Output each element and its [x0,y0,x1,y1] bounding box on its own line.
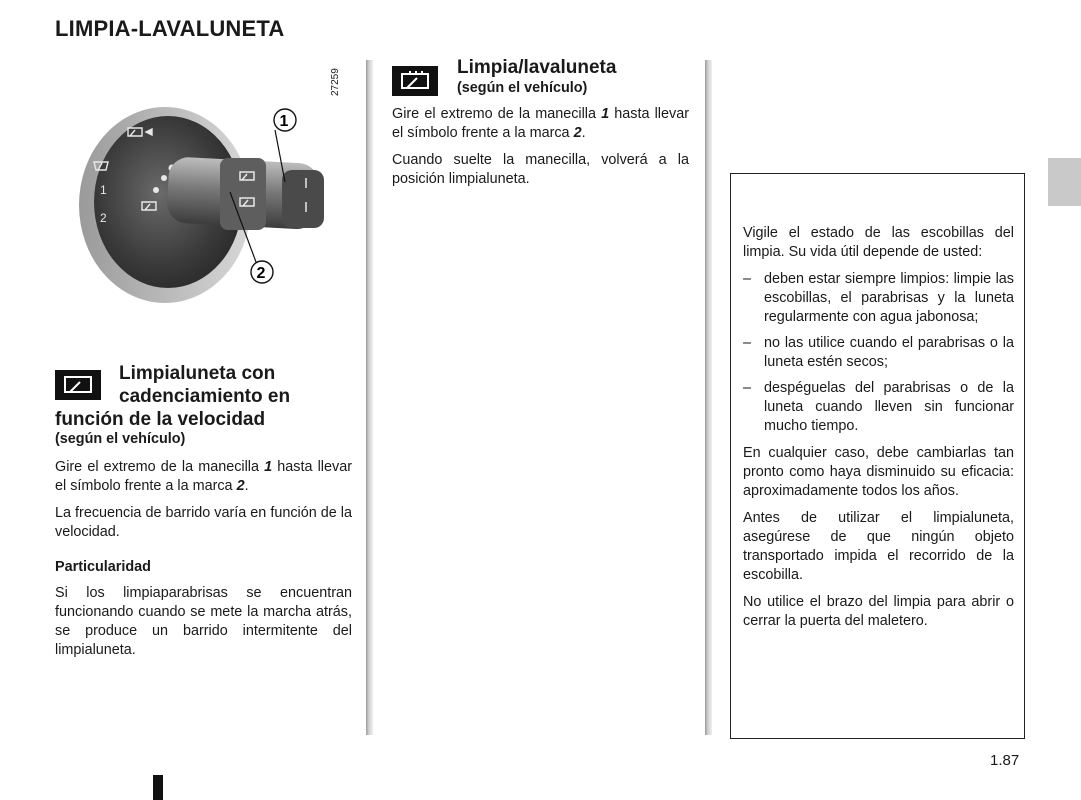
left-heading-line3: función de la velocidad [55,409,266,430]
section-thumb-tab [1048,158,1081,206]
list-item: – deben estar siempre limpios: limpie las escobillas, el parabrisas y la luneta regularmente con agua jabonosa; [743,271,1014,325]
left-heading-line2: cadenciamiento en [119,386,291,407]
column-divider-left [366,60,373,735]
left-paragraph-1: Gire el extremo de la manecilla 1 hasta llevar el símbolo frente a la marca 2. [55,459,353,494]
column-divider-right [705,60,712,735]
left-subheading: (según el vehículo) [55,431,186,447]
dial-label-2: 2 [100,211,107,225]
middle-paragraph-1: Gire el extremo de la manecilla 1 hasta llevar el símbolo frente a la marca 2. [392,106,690,141]
page-number: 1.87 [990,752,1020,769]
rear-wash-wipe-icon [392,66,438,96]
page-edge-marker [153,775,163,800]
stalk-tip [282,170,324,228]
middle-subheading: (según el vehículo) [457,80,588,96]
middle-paragraph-2: Cuando suelte la manecilla, volverá a la posición limpialuneta. [392,152,689,187]
dial-label-1: 1 [100,183,107,197]
warning-box [730,173,1025,739]
warning-paragraph-2: Antes de utilizar el limpialuneta, asegúrese de que ningún objeto transportado impida el recorrido de la escobilla. [743,510,1014,583]
page-title: LIMPIA-LAVALUNETA [55,16,285,41]
left-paragraph-2: La frecuencia de barrido varía en función de la velocidad. [55,505,352,540]
left-section [55,362,352,668]
callout-2-label: 2 [256,265,266,282]
middle-section [392,56,689,197]
warning-paragraph-3: No utilice el brazo del limpia para abrir o cerrar la puerta del maletero. [743,594,1014,629]
left-subtitle: Particularidad [55,559,151,575]
list-item: – no las utilice cuando el parabrisas o la luneta estén secos; [743,335,1014,370]
list-item: – despéguelas del parabrisas o de la luneta cuando lleven sin funcionar mucho tiempo. [743,380,1014,434]
figure-code: 27259 [330,68,341,96]
left-heading-line1: Limpialuneta con [119,363,276,384]
callout-1-label: 1 [279,113,289,130]
warning-paragraph-1: En cualquier caso, debe cambiarlas tan pronto como haya disminuido su eficacia: aproximadamente todos los años. [743,445,1014,499]
stalk-rotary-ring [220,158,266,230]
middle-heading: Limpia/lavaluneta [457,57,617,78]
left-paragraph-3: Si los limpiaparabrisas se encuentran funcionando cuando se mete la marcha atrás, se produce un barrido intermitente del limpialuneta. [55,585,352,658]
wiper-stalk-illustration [70,90,350,320]
rear-wiper-speed-icon [55,370,101,400]
warning-list [743,270,1014,436]
warning-intro: Vigile el estado de las escobillas del limpia. Su vida útil depende de usted: [743,225,1014,260]
